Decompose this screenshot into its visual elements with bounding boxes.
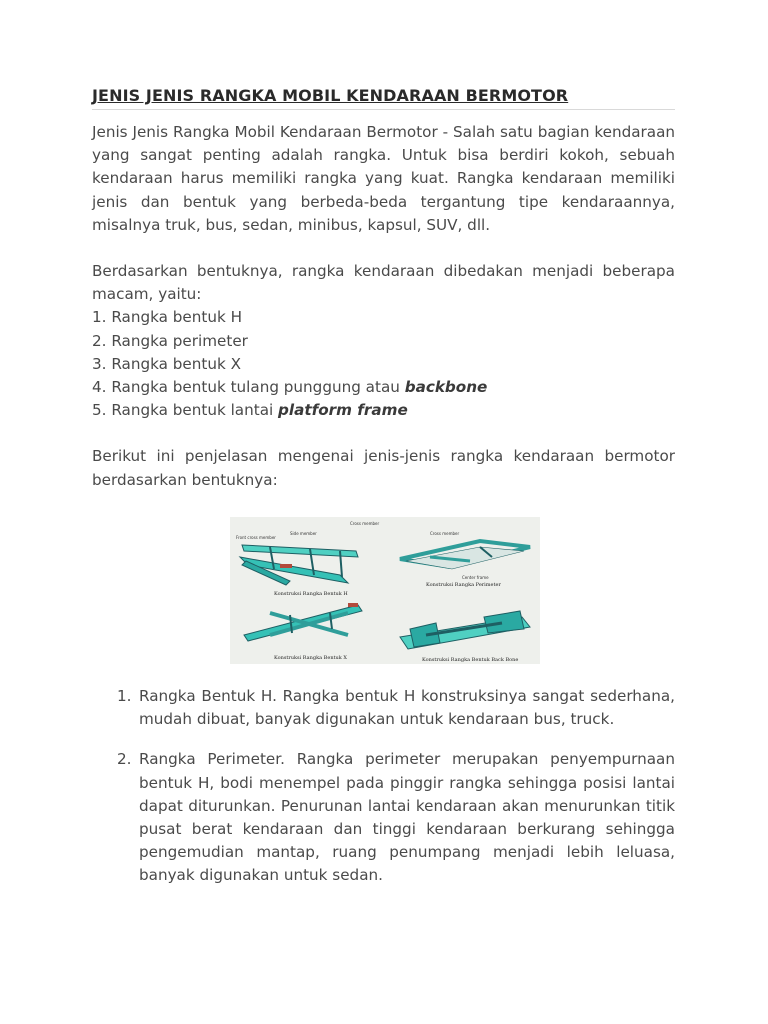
type-item-3: 3. Rangka bentuk X (92, 354, 241, 373)
caption-h: Konstruksi Rangka Bentuk H (274, 591, 348, 597)
label-side-member: Side member (290, 531, 317, 536)
caption-perimeter: Konstruksi Rangka Perimeter (426, 582, 501, 588)
caption-x: Konstruksi Rangka Bentuk X (274, 655, 347, 661)
type-item-2: 2. Rangka perimeter (92, 331, 248, 350)
type-item-5-emphasis: platform frame (278, 401, 408, 420)
h-frame-illustration (240, 545, 358, 585)
x-frame-illustration (244, 603, 362, 641)
label-center-frame: Center frame (462, 575, 489, 580)
type-item-5 (92, 399, 675, 422)
frame-diagrams (230, 517, 540, 664)
label-front-cross: Front cross member (236, 535, 276, 540)
document-body (92, 86, 675, 492)
page-title: JENIS JENIS RANGKA MOBIL KENDARAAN BERMOTOR (92, 86, 675, 110)
explanation-item-1 (92, 685, 675, 731)
type-item-4-emphasis: backbone (404, 378, 488, 397)
backbone-frame-illustration (400, 611, 530, 649)
intro-paragraph: Jenis Jenis Rangka Mobil Kendaraan Bermotor - Salah satu bagian kendaraan yang sangat penting adalah rangka. Untuk bisa berdiri kokoh, sebuah kendaraan harus memiliki rangka yang kuat. Rangka kendaraan memiliki jenis dan bentuk yang berbeda-beda tergantung tipe kendaraannya, misalnya truk, bus, sedan, minibus, kapsul, SUV, dll. (92, 123, 675, 234)
explanation-number-2: 2. (117, 750, 132, 769)
types-intro: Berdasarkan bentuknya, rangka kendaraan dibedakan menjadi beberapa macam, yaitu: (92, 262, 675, 304)
caption-backbone: Konstruksi Rangka Bentuk Back Bone (422, 657, 519, 663)
explanation-list (92, 685, 675, 888)
label-cross-member: Cross member (350, 521, 380, 526)
explain-intro: Berikut ini penjelasan mengenai jenis-jenis rangka kendaraan bermotor berdasarkan bentuknya: (92, 447, 675, 489)
explanation-text-1: Rangka Bentuk H. Rangka bentuk H konstruksinya sangat sederhana, mudah dibuat, banyak digunakan untuk kendaraan bus, truck. (139, 687, 675, 729)
explanation-item-2 (92, 748, 675, 887)
type-item-5-text: 5. Rangka bentuk lantai (92, 401, 279, 420)
frame-types-figure (230, 517, 540, 664)
type-item-1: 1. Rangka bentuk H (92, 308, 243, 327)
explanation-number-1: 1. (117, 687, 132, 705)
type-item-4-text: 4. Rangka bentuk tulang punggung atau (92, 378, 405, 397)
label-cross-member-2: Cross member (430, 531, 460, 536)
explanation-text-2: Rangka Perimeter. Rangka perimeter merupakan penyempurnaan bentuk H, bodi menempel pada pinggir rangka sehingga posisi lantai dapat diturunkan. Penurunan lantai kendaraan akan menurunkan titik pusat berat kendaraan dan tinggi kendaraan berkurang sehingga pengemudian mantap, ruang penumpang menjadi lebih leluasa, banyak digunakan untuk sedan. (139, 750, 675, 885)
types-list (92, 306, 675, 422)
perimeter-frame-illustration (400, 541, 530, 569)
type-item-4 (92, 376, 675, 399)
